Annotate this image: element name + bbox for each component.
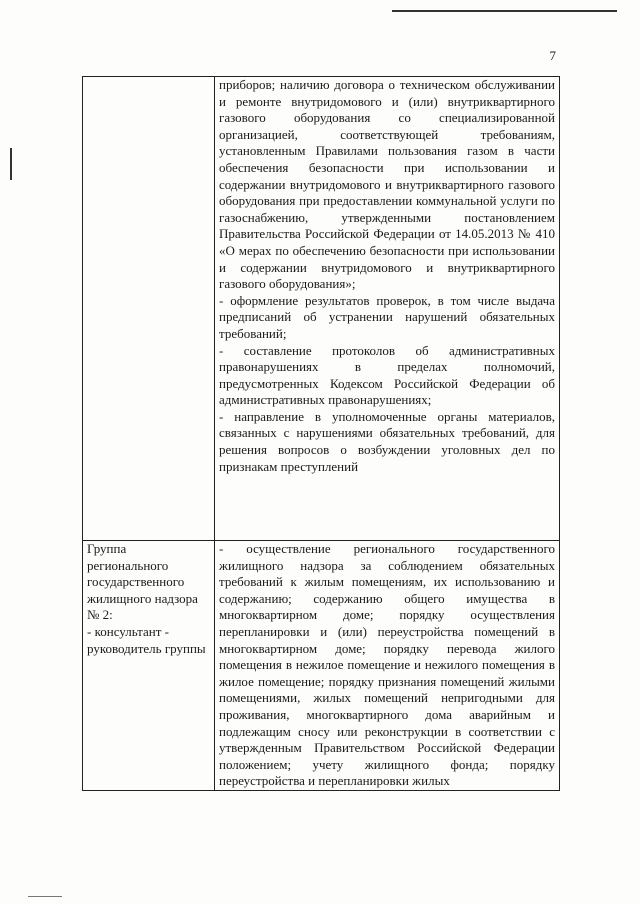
scan-artifact-bottom-mark [28, 896, 62, 897]
unit-cell [83, 541, 215, 791]
unit-title: Группа регионального государственного жилищного надзора № 2: [87, 541, 198, 623]
unit-position: - консультант - руководитель группы [87, 623, 206, 656]
scan-artifact-top-line [392, 10, 617, 12]
duty-paragraph: - осуществление регионального государственного жилищного надзора за соблюдением обязательных требований к жилым помещениям, их использованию и содержанию; содержанию общего имущества в многоквартирном доме; порядку осуществления перепланировки и (или) переустройства помещений в многоквартирном доме; порядку перевода жилого помещения в нежилое помещение и нежилого помещения в жилое помещение; порядку признания помещений жилыми помещениями, жилых помещений непригодными для проживания, многоквартирного дома аварийным и подлежащим сносу или реконструкции в соответствии с утвержденным Правительством Российской Федерации положением; учету жилищного фонда; порядку переустройства и перепланировки жилых [219, 541, 555, 789]
page-number: 7 [549, 48, 556, 63]
scan-artifact-left-mark [10, 148, 12, 180]
duties-cell [215, 77, 560, 541]
responsibilities-table [82, 76, 560, 791]
table-row [83, 77, 560, 541]
table-row [83, 541, 560, 791]
unit-cell [83, 77, 215, 541]
duty-paragraph: - направление в уполномоченные органы материалов, связанных с нарушениями обязательных требований, для решения вопросов о возбуждении уголовных дел по признакам преступлений [219, 408, 555, 474]
duty-paragraph: - составление протоколов об административных правонарушениях в пределах полномочий, предусмотренных Кодексом Российской Федерации об административных правонарушениях; [219, 342, 555, 408]
duties-cell [215, 541, 560, 791]
duty-paragraph: приборов; наличию договора о техническом обслуживании и ремонте внутридомового и (или) внутриквартирного газового оборудования со специализированной организацией, соответствующей требованиям, установленным Правилами пользования газом в части обеспечения безопасности при использовании и содержании внутридомового и внутриквартирного газового оборудования при предоставлении коммунальной услуги по газоснабжению, утвержденными постановлением Правительства Российской Федерации от 14.05.2013 № 410 «О мерах по обеспечению безопасности при использовании и содержании внутридомового и внутриквартирного газового оборудования»; [219, 77, 555, 292]
duty-paragraph: - оформление результатов проверок, в том числе выдача предписаний об устранении нарушений обязательных требований; [219, 292, 555, 341]
